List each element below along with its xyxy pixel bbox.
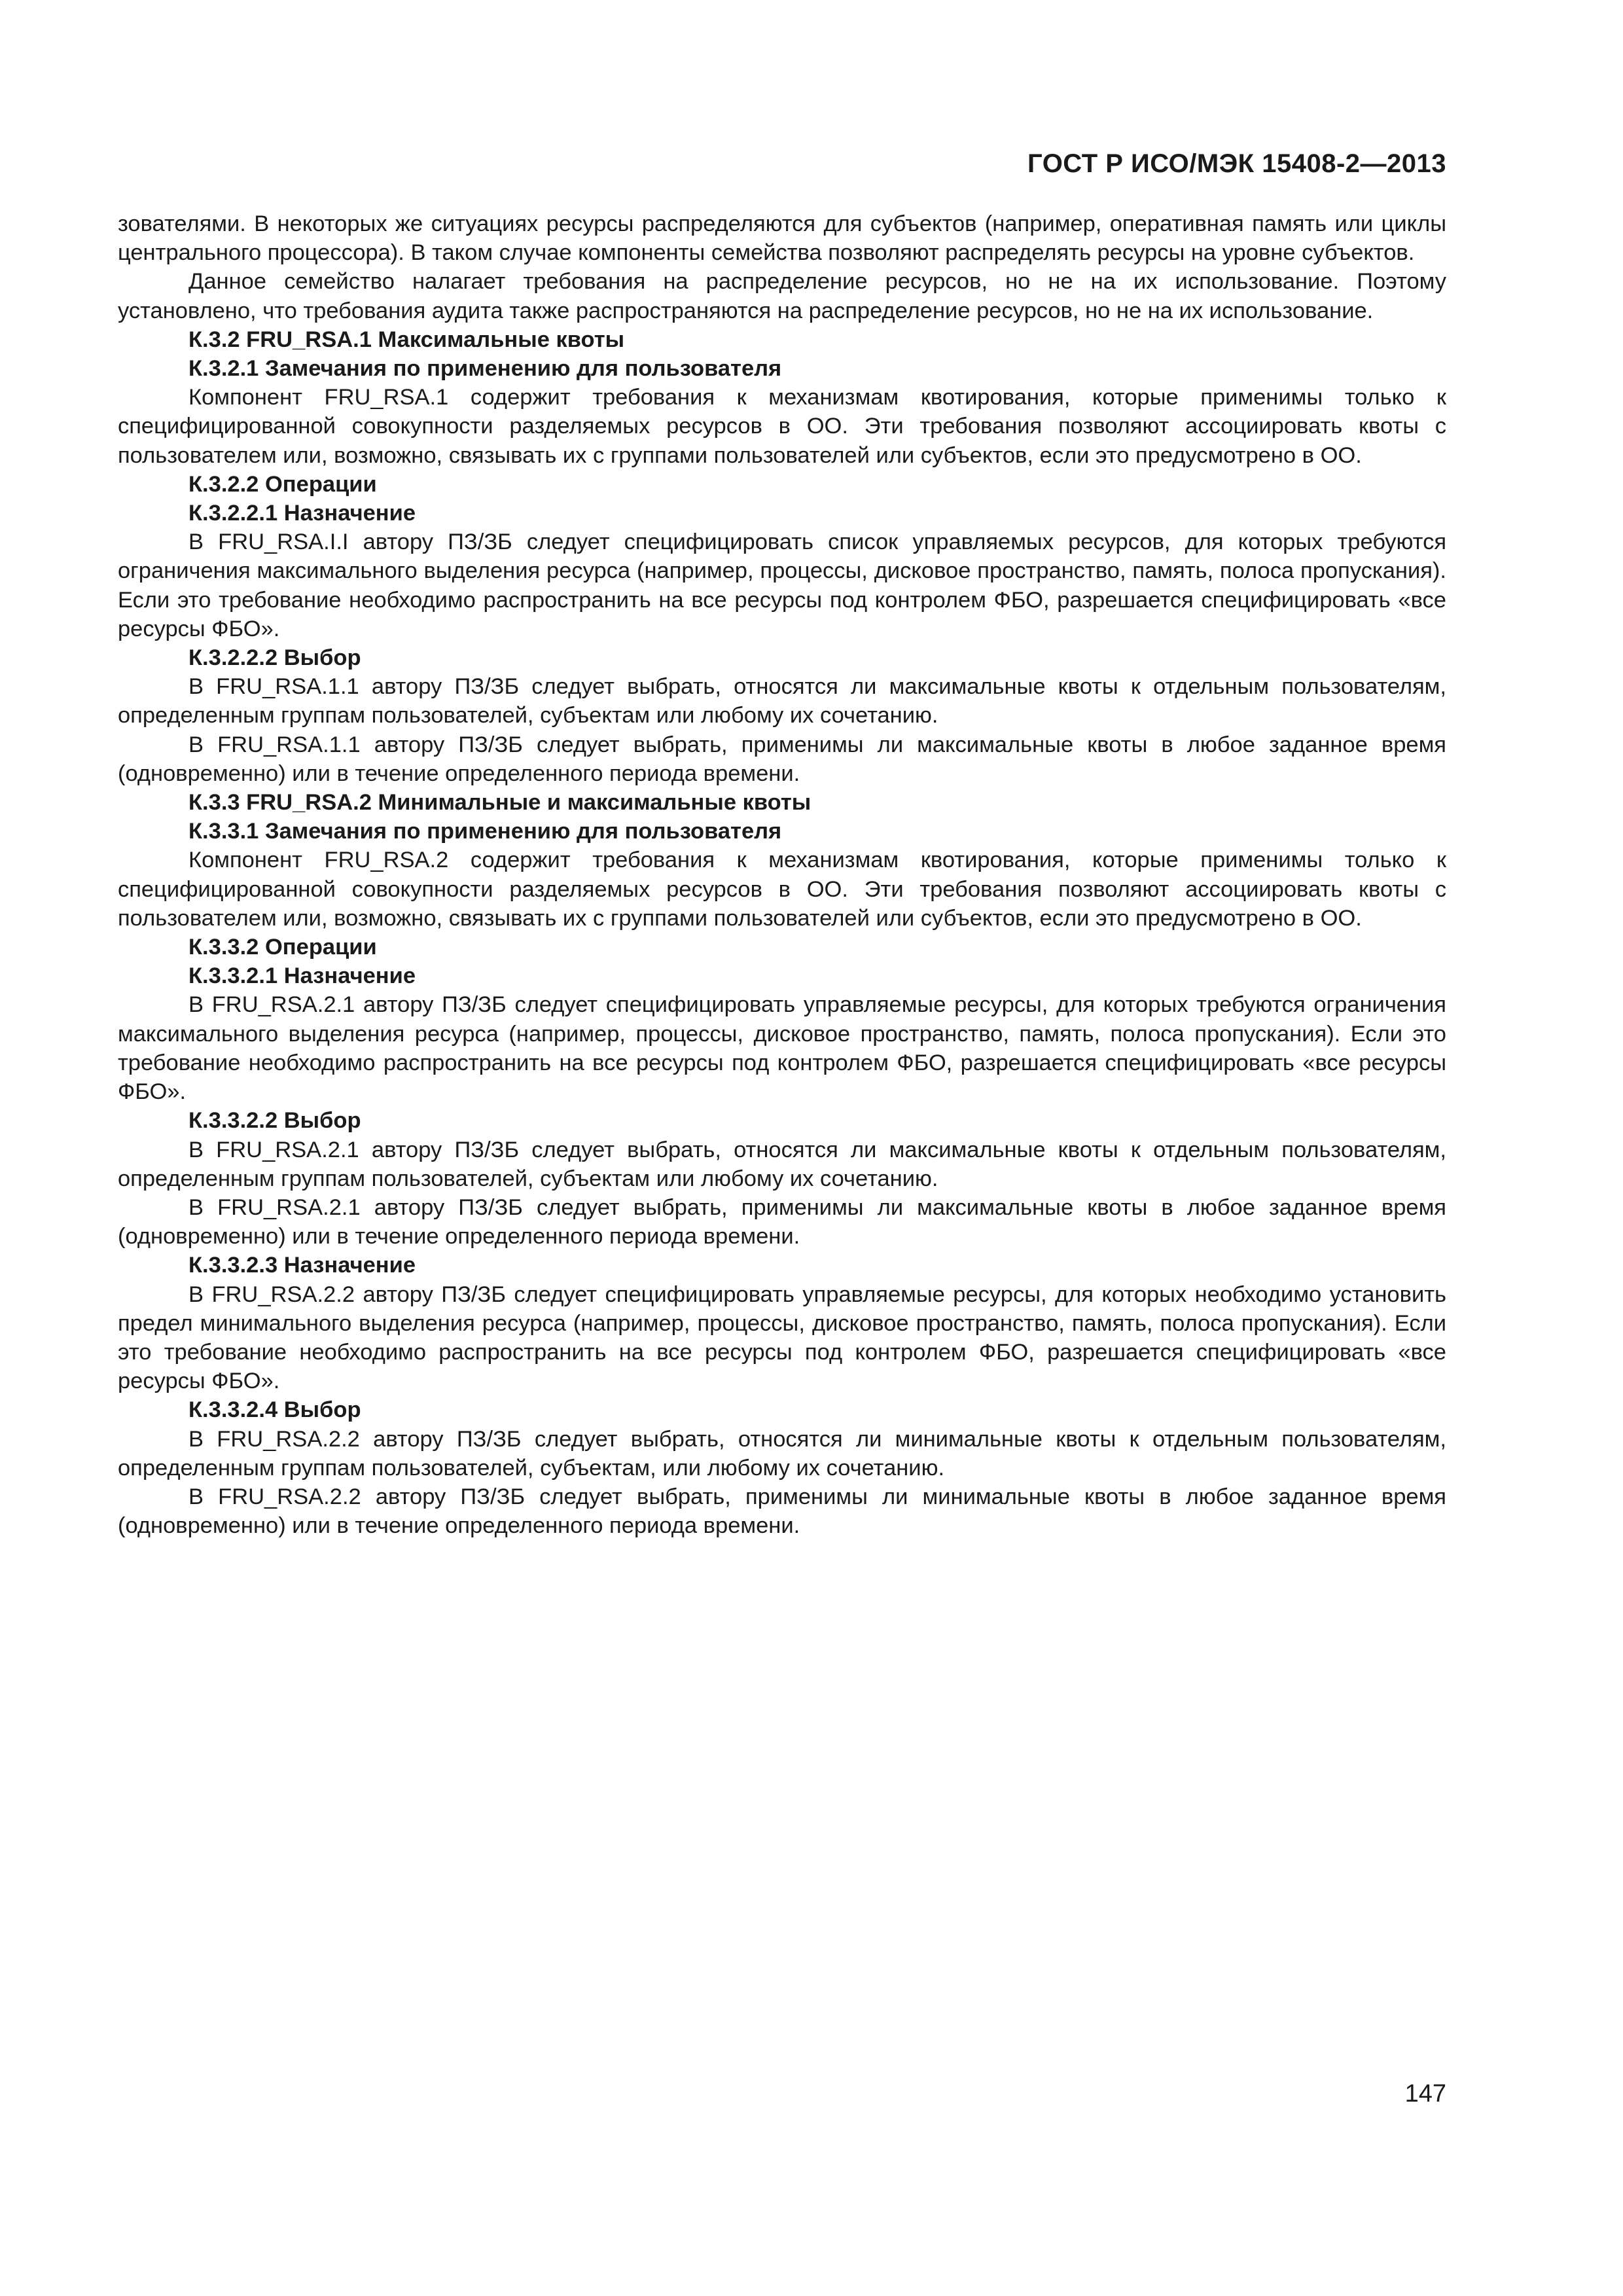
paragraph-continuation: зователями. В некоторых же ситуациях ресурсы распределяются для субъектов (например, оперативная память или циклы центрального процессора). В таком случае компоненты семейства позволяют распределять ресурсы на уровне субъектов. — [118, 211, 1446, 266]
paragraph: Компонент FRU_RSA.1 содержит требования к механизмам квотирования, которые применимы только к специфицированной совокупности разделяемых ресурсов в ОО. Эти требования позволяют ассоциировать квоты с пользователем или, возможно, связывать их с группами пользователей или субъектов, если это предусмотрено в ОО. — [118, 385, 1446, 468]
paragraph: Компонент FRU_RSA.2 содержит требования к механизмам квотирования, которые применимы только к специфицированной совокупности разделяемых ресурсов в ОО. Эти требования позволяют ассоциировать квоты с пользователем или, возможно, связывать их с группами пользователей или субъектов, если это предусмотрено в ОО. — [118, 848, 1446, 931]
paragraph: В FRU_RSA.1.1 автору ПЗ/ЗБ следует выбрать, относятся ли максимальные квоты к отдельным пользователям, определенным группам пользователей, субъектам или любому их сочетанию. — [118, 674, 1446, 728]
section-heading-k3324: К.3.3.2.4 Выбор — [188, 1397, 361, 1423]
section-heading-k3222: К.3.2.2.2 Выбор — [188, 645, 361, 671]
document-header: ГОСТ Р ИСО/МЭК 15408-2—2013 — [1027, 149, 1446, 178]
section-heading-k332: К.3.3.2 Операции — [188, 935, 377, 960]
paragraph: В FRU_RSA.1.1 автору ПЗ/ЗБ следует выбрать, применимы ли максимальные квоты в любое заданное время (одновременно) или в течение определенного периода времени. — [118, 732, 1446, 786]
paragraph: Данное семейство налагает требования на распределение ресурсов, но не на их использование. Поэтому установлено, что требования аудита также распространяются на распределение ресурсов, но не на их использование. — [118, 269, 1446, 323]
section-heading-k3321: К.3.3.2.1 Назначение — [188, 963, 416, 989]
paragraph: В FRU_RSA.2.1 автору ПЗ/ЗБ следует выбрать, применимы ли максимальные квоты в любое заданное время (одновременно) или в течение определенного периода времени. — [118, 1194, 1446, 1249]
section-heading-k321: К.3.2.1 Замечания по применению для пользователя — [188, 356, 782, 382]
section-heading-k3323: К.3.3.2.3 Назначение — [188, 1253, 416, 1278]
section-heading-k32: К.3.2 FRU_RSA.1 Максимальные квоты — [188, 327, 625, 352]
paragraph: В FRU_RSA.2.1 автору ПЗ/ЗБ следует специфицировать управляемые ресурсы, для которых требуются ограничения максимального выделения ресурса (например, процессы, дисковое пространство, память, полоса пропускания). Если это требование необходимо распространить на все ресурсы под контролем ФБО, разрешается специфицировать «все ресурсы ФБО». — [118, 992, 1446, 1105]
paragraph: В FRU_RSA.2.2 автору ПЗ/ЗБ следует выбрать, относятся ли минимальные квоты к отдельным пользователям, определенным группам пользователей, субъектам, или любому их сочетанию. — [118, 1426, 1446, 1480]
page-number: 147 — [1404, 2080, 1446, 2108]
paragraph: В FRU_RSA.2.1 автору ПЗ/ЗБ следует выбрать, относятся ли максимальные квоты к отдельным пользователям, определенным группам пользователей, субъектам или любому их сочетанию. — [118, 1137, 1446, 1191]
section-heading-k3322: К.3.3.2.2 Выбор — [188, 1108, 361, 1134]
section-heading-k33: К.3.3 FRU_RSA.2 Минимальные и максимальные квоты — [188, 790, 812, 816]
paragraph: В FRU_RSA.I.I автору ПЗ/ЗБ следует специфицировать список управляемых ресурсов, для которых требуются ограничения максимального выделения ресурса (например, процессы, дисковое пространство, память, полоса пропускания). Если это требование необходимо распространить на все ресурсы под контролем ФБО, разрешается специфицировать «все ресурсы ФБО». — [118, 529, 1446, 641]
section-heading-k322: К.3.2.2 Операции — [188, 471, 377, 497]
paragraph: В FRU_RSA.2.2 автору ПЗ/ЗБ следует выбрать, применимы ли минимальные квоты в любое заданное время (одновременно) или в течение определенного периода времени. — [118, 1484, 1446, 1539]
document-body — [118, 209, 1446, 1540]
section-heading-k3221: К.3.2.2.1 Назначение — [188, 501, 416, 526]
paragraph: В FRU_RSA.2.2 автору ПЗ/ЗБ следует специфицировать управляемые ресурсы, для которых необходимо установить предел минимального выделения ресурса (например, процессы, дисковое пространство, память, полоса пропускания). Если это требование необходимо распространить на все ресурсы под контролем ФБО, разрешается специфицировать «все ресурсы ФБО». — [118, 1282, 1446, 1394]
section-heading-k331: К.3.3.1 Замечания по применению для пользователя — [188, 819, 782, 844]
